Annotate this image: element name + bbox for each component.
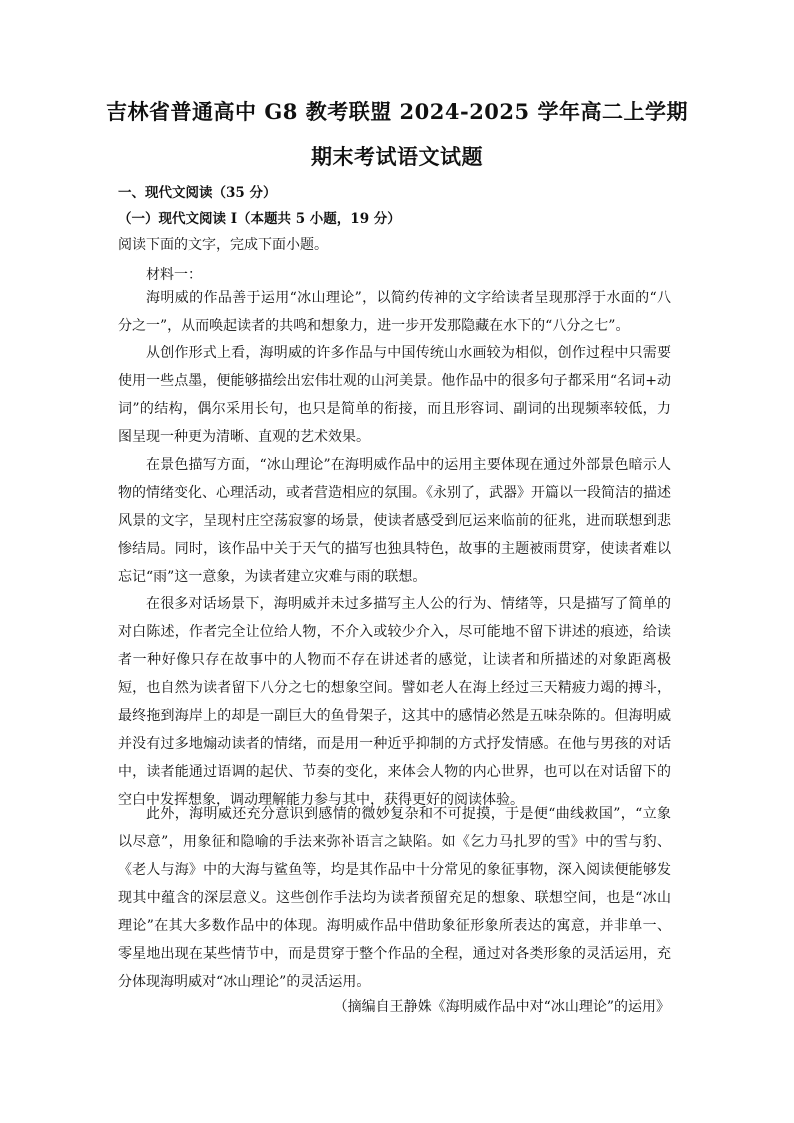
body-paragraph: 海明威的作品善于运用“冰山理论”，以简约传神的文字给读者呈现那浮于水面的“八分之一”，从而唤起读者的共鸣和想象力，进一步开发那隐藏在水下的“八分之七”。 (118, 290, 671, 334)
subsection-heading: （一）现代文阅读 I（本题共 5 小题，19 分） (118, 211, 401, 227)
section-heading: 一、现代文阅读（35 分） (118, 185, 277, 201)
body-paragraph: 在景色描写方面，“冰山理论”在海明威作品中的运用主要体现在通过外部景色暗示人物的情绪变化、心理活动，或者营造相应的氛围。《永别了，武器》开篇以一段简洁的描述风景的文字，呈现村庄空荡寂寥的场景，使读者感受到厄运来临前的征兆，进而联想到悲惨结局。同时，该作品中关于天气的描写也独具特色，故事的主题被雨贯穿，使读者难以忘记“雨”这一意象，为读者建立灾难与雨的联想。 (118, 457, 671, 585)
reading-instruction: 阅读下面的文字，完成下面小题。 (118, 237, 328, 253)
document-title-line-2: 期末考试语文试题 (311, 144, 483, 169)
body-paragraph: 从创作形式上看，海明威的许多作品与中国传统山水画较为相似，创作过程中只需要使用一些点墨，便能够描绘出宏伟壮观的山河美景。他作品中的很多句子都采用“名词+动词”的结构，偶尔采用长句，也只是简单的衔接，而且形容词、副词的出现频率较低，力图呈现一种更为清晰、直观的艺术效果。 (118, 345, 671, 445)
source-citation: （摘编自王静姝《海明威作品中对“冰山理论”的运用》 (333, 999, 670, 1015)
body-paragraph: 在很多对话场景下，海明威并未过多描写主人公的行为、情绪等，只是描写了简单的对白陈述，作者完全让位给人物，不介入或较少介入，尽可能地不留下讲述的痕迹，给读者一种好像只存在故事中的人物而不存在讲述者的感觉，让读者和所描述的对象距离极短，也自然为读者留下八分之七的想象空间。譬如老人在海上经过三天精疲力竭的搏斗，最终拖到海岸上的却是一副巨大的鱼骨架子，这其中的感情必然是五味杂陈的。但海明威并没有过多地煽动读者的情绪，而是用一种近乎抑制的方式抒发情感。在他与男孩的对话中，读者能通过语调的起伏、节奏的变化，来体会人物的内心世界，也可以在对话留下的空白中发挥想象，调动理解能力参与其中，获得更好的阅读体验。 (118, 596, 671, 808)
body-paragraph: 此外，海明威还充分意识到感情的微妙复杂和不可捉摸，于是便“曲线救国”，“立象以尽意”，用象征和隐喻的手法来弥补语言之缺陷。如《乞力马扎罗的雪》中的雪与豹、《老人与海》中的大海与鲨鱼等，均是其作品中十分常见的象征事物，深入阅读便能够发现其中蕴含的深层意义。这些创作手法均为读者预留充足的想象、联想空间，也是“冰山理论”在其大多数作品中的体现。海明威作品中借助象征形象所表达的寓意，并非单一、零星地出现在某些情节中，而是贯穿于整个作品的全程，通过对各类形象的灵活运用，充分体现海明威对“冰山理论”的灵活运用。 (118, 806, 671, 990)
document-title-line-1: 吉林省普通高中 G8 教考联盟 2024-2025 学年高二上学期 (106, 99, 688, 124)
material-label: 材料一： (146, 267, 202, 283)
